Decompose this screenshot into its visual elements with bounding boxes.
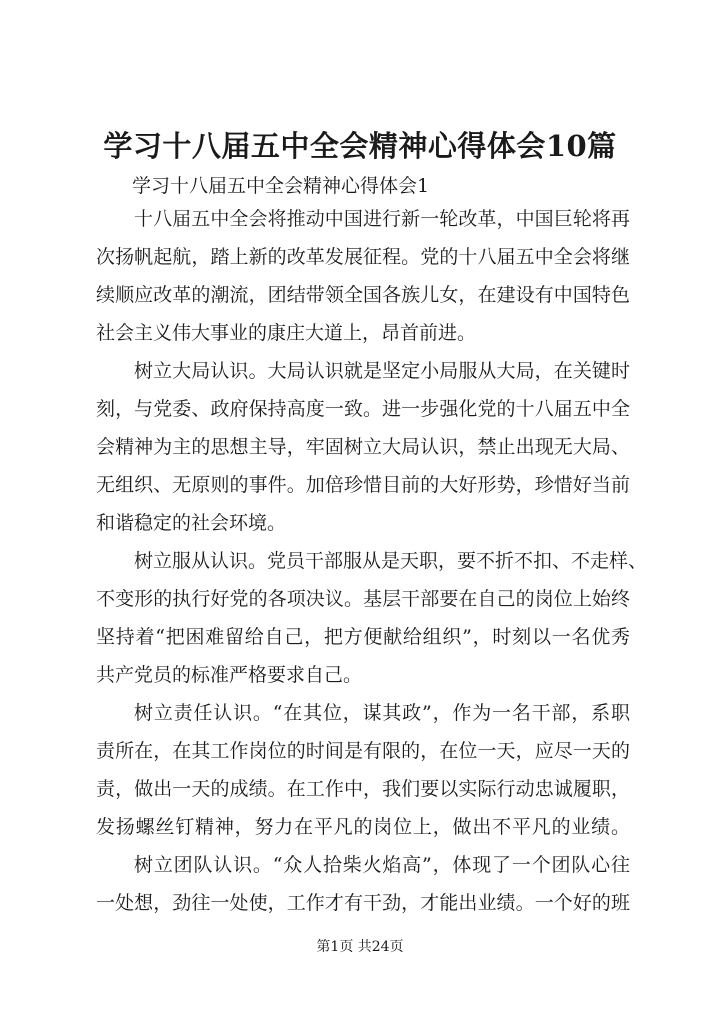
body-line: 不变形的执行好党的各项决议。基层干部要在自己的岗位上始终 bbox=[96, 588, 630, 610]
document-title: 学习十八届五中全会精神心得体会10篇 bbox=[103, 129, 617, 163]
body-line: 坚持着“把困难留给自己，把方便献给组织”，时刻以一名优秀 bbox=[96, 626, 630, 648]
body-line: 十八届五中全会将推动中国进行新一轮改革，中国巨轮将再 bbox=[134, 208, 630, 230]
body-line: 责所在，在其工作岗位的时间是有限的，在位一天，应尽一天的 bbox=[96, 740, 630, 762]
body-line: 续顺应改革的潮流，团结带领全国各族儿女，在建设有中国特色 bbox=[96, 284, 630, 306]
body-line: 树立责任认识。“在其位，谋其政”，作为一名干部，系职 bbox=[134, 702, 630, 724]
body-line: 会精神为主的思想主导，牢固树立大局认识，禁止出现无大局、 bbox=[96, 436, 630, 458]
body-line: 树立团队认识。“众人拾柴火焰高”，体现了一个团队心往 bbox=[134, 854, 630, 876]
body-line: 次扬帆起航，踏上新的改革发展征程。党的十八届五中全会将继 bbox=[96, 246, 630, 268]
body-line: 无组织、无原则的事件。加倍珍惜目前的大好形势，珍惜好当前 bbox=[96, 474, 630, 496]
body-line: 发扬螺丝钉精神，努力在平凡的岗位上，做出不平凡的业绩。 bbox=[96, 816, 630, 838]
body-line: 社会主义伟大事业的康庄大道上，昂首前进。 bbox=[96, 322, 477, 344]
body-line: 责，做出一天的成绩。在工作中，我们要以实际行动忠诚履职， bbox=[96, 778, 630, 800]
body-line: 树立服从认识。党员干部服从是天职，要不折不扣、不走样、 bbox=[134, 550, 648, 572]
section-heading: 学习十八届五中全会精神心得体会1 bbox=[132, 175, 430, 197]
body-line: 共产党员的标准严格要求自己。 bbox=[96, 664, 363, 686]
body-line: 和谐稳定的社会环境。 bbox=[96, 512, 287, 534]
body-line: 刻，与党委、政府保持高度一致。进一步强化党的十八届五中全 bbox=[96, 398, 630, 420]
page-number-footer: 第1页 共24页 bbox=[316, 939, 404, 955]
body-line: 树立大局认识。大局认识就是坚定小局服从大局，在关键时 bbox=[134, 360, 630, 382]
body-line: 一处想，劲往一处使，工作才有干劲，才能出业绩。一个好的班 bbox=[96, 892, 630, 914]
